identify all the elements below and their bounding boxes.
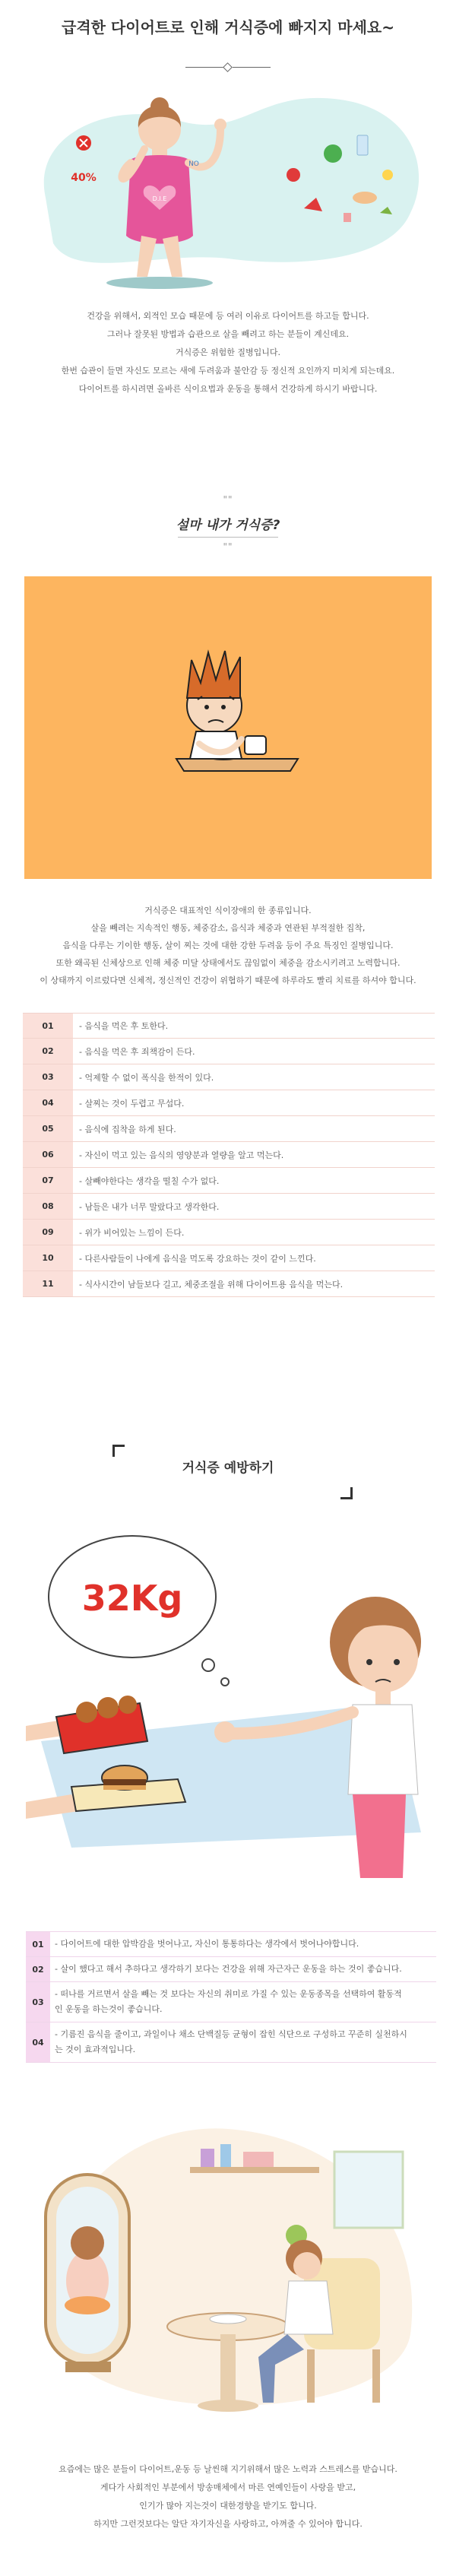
closing-line: 하지만 그런것보다는 알단 자기자신을 사랑하고, 아껴줄 수 있어야 합니다. (93, 2519, 363, 2529)
quote-open: "" (223, 494, 233, 505)
prevention-row (26, 2022, 436, 2063)
symptom-row (23, 1271, 435, 1297)
prevention-title: 거식증 예방하기 (182, 1461, 274, 1476)
symptom-text: - 위가 비어있는 느낌이 든다. (79, 1227, 185, 1238)
prevention-text (50, 2022, 407, 2062)
symptoms-description (30, 902, 426, 989)
bracket-bottom-right (340, 1487, 353, 1499)
symptom-row (23, 1116, 435, 1142)
hero-illustration (30, 84, 426, 289)
description-line: 이 상태까지 이르렀다면 신체적, 정신적인 건강이 위협하기 때문에 하루라도 빨리 치료를 하셔야 합니다. (40, 976, 416, 985)
prevention-line: 인 운동을 하는것이 좋습니다. (55, 2004, 163, 2014)
title-divider (185, 64, 271, 71)
symptom-number: 02 (23, 1039, 73, 1064)
symptom-number: 07 (23, 1168, 73, 1193)
closing-line: 인기가 많아 지는것이 대한경향을 받기도 합니다. (139, 2501, 317, 2511)
page-title: 급격한 다이어트로 인해 거식증에 빠지지 마세요~ (62, 18, 394, 36)
pizza-icon (65, 2296, 110, 2314)
prevention-number: 04 (26, 2022, 50, 2062)
intro-line: 한번 습관이 들면 자신도 모르는 새에 두려움과 불안감 등 정신적 요인까지 미치게 되는데요. (61, 366, 395, 376)
intro-line: 다이어트를 하시려면 올바른 식이요법과 운동을 통해서 건강하게 하시기 바랍니다. (78, 384, 378, 394)
symptom-number: 06 (23, 1142, 73, 1167)
prevention-line: - 떠나를 거르면서 살을 빼는 것 보다는 자신의 취미로 가질 수 있는 운동종목을 선택하여 활동적 (55, 1989, 402, 1999)
symptoms-title: 설마 내가 거식증? (176, 518, 280, 533)
symptom-text: - 살빼야한다는 생각을 떨칠 수가 없다. (79, 1175, 220, 1186)
refusing-food-illustration (26, 1513, 430, 1886)
worried-boy-illustration (24, 576, 432, 879)
symptom-number: 11 (23, 1271, 73, 1296)
symptom-number: 03 (23, 1064, 73, 1090)
symptom-number: 04 (23, 1090, 73, 1115)
symptom-text: - 억제할 수 없이 폭식을 한적이 있다. (79, 1072, 214, 1083)
symptom-checklist (23, 1013, 435, 1297)
apple-icon (324, 144, 342, 163)
symptom-number: 01 (23, 1014, 73, 1038)
prevention-line: 는 것이 효과적입니다. (55, 2045, 136, 2054)
symptom-text: - 남들은 내가 너무 말랐다고 생각한다. (79, 1201, 220, 1212)
hero-heart-label: D.I.E (152, 195, 167, 202)
description-line: 살을 빼려는 지속적인 행동, 체중감소, 음식과 체중과 연관된 부적절한 집착, (90, 923, 366, 933)
prevention-row (26, 1982, 436, 2022)
symptom-text: - 음식에 집착을 하게 된다. (79, 1124, 176, 1134)
symptom-number: 05 (23, 1116, 73, 1141)
description-line: 거식증은 대표적인 식이장애의 한 종류입니다. (144, 906, 312, 915)
orange-illustration-panel (24, 576, 432, 879)
symptom-number: 08 (23, 1194, 73, 1219)
intro-line: 그러나 잘못된 방법과 습관으로 살을 빼려고 하는 분들이 계신데요. (106, 329, 350, 339)
bread-icon (353, 192, 377, 204)
symptom-row (23, 1039, 435, 1064)
prevention-line: - 기름진 음식을 줄이고, 과일이나 채소 단백질등 균형이 잡힌 식단으로 구성하고 꾸준히 실천하시 (55, 2029, 407, 2039)
closing-line: 게다가 사회적인 부분에서 방송매체에서 마른 연예인들이 사랑을 받고, (100, 2482, 356, 2492)
prevention-row (26, 1931, 436, 1957)
symptom-row (23, 1090, 435, 1116)
quote-close: "" (223, 541, 233, 552)
title-underline (178, 537, 278, 538)
symptom-row (23, 1013, 435, 1039)
scale-reading: 32Kg (81, 1578, 183, 1619)
bracket-top-left (112, 1445, 125, 1457)
lemon-icon (382, 170, 393, 180)
symptom-row (23, 1064, 435, 1090)
symptom-text: - 식사시간이 남들보다 길고, 체중조절을 위해 다이어트용 음식을 먹는다. (79, 1279, 344, 1290)
description-line: 음식을 다루는 기이한 행동, 살이 찌는 것에 대한 강한 두려움 등이 주요 특징인 질병입니다. (62, 941, 394, 950)
symptom-row (23, 1245, 435, 1271)
prevention-list (26, 1931, 436, 2063)
symptom-number: 09 (23, 1220, 73, 1245)
intro-text (30, 307, 426, 398)
symptom-text: - 음식을 먹은 후 죄책감이 든다. (79, 1046, 195, 1057)
prevention-text (50, 1982, 402, 2022)
prevention-row (26, 1957, 436, 1982)
glass-icon (357, 135, 368, 155)
symptom-text: - 살찌는 것이 두렵고 무섭다. (79, 1098, 185, 1109)
closing-text (23, 2460, 433, 2533)
prevention-number: 02 (26, 1957, 50, 1981)
prevention-line: - 살이 했다고 해서 추하다고 생각하기 보다는 건강을 위해 자근자근 운동을 하는 것이 좋습니다. (55, 1964, 402, 1974)
symptom-number: 10 (23, 1245, 73, 1271)
symptom-text: - 자신이 먹고 있는 음식의 영양분과 열량을 알고 먹는다. (79, 1150, 284, 1160)
prevention-text (50, 1957, 402, 1981)
prevention-line: - 다이어트에 대한 압박감을 벗어나고, 자신이 통통하다는 생각에서 벗어나야합니다. (55, 1939, 359, 1949)
intro-line: 건강을 위해서, 외적인 모습 때문에 등 여러 이유로 다이어트를 하고들 합니다. (87, 311, 369, 321)
symptom-row (23, 1168, 435, 1194)
symptom-row (23, 1194, 435, 1220)
symptom-row (23, 1220, 435, 1245)
candy-icon (344, 213, 351, 222)
scale-label-left: 40% (71, 172, 97, 184)
symptom-row (23, 1142, 435, 1168)
prevention-number: 03 (26, 1982, 50, 2022)
mirror-room-illustration (30, 2106, 426, 2441)
prevention-text (50, 1932, 359, 1956)
prevention-number: 01 (26, 1932, 50, 1956)
description-line: 또한 왜곡된 신체상으로 인해 체중 미달 상태에서도 끊임없이 체중을 감소시키려고 노력합니다. (55, 958, 401, 968)
closing-line: 요즘에는 많은 분들이 다이어트,운동 등 날씬해 지기위해서 많은 노력과 스트레스를 받습니다. (59, 2464, 397, 2474)
scale-label-right: NO (188, 160, 199, 168)
intro-line: 거식증은 위험한 질병입니다. (175, 347, 280, 357)
symptom-text: - 다른사람들이 나에게 음식을 먹도록 강요하는 것이 같이 느낀다. (79, 1253, 316, 1264)
symptom-text: - 음식을 먹은 후 토한다. (79, 1021, 169, 1031)
tomato-icon (287, 168, 300, 182)
